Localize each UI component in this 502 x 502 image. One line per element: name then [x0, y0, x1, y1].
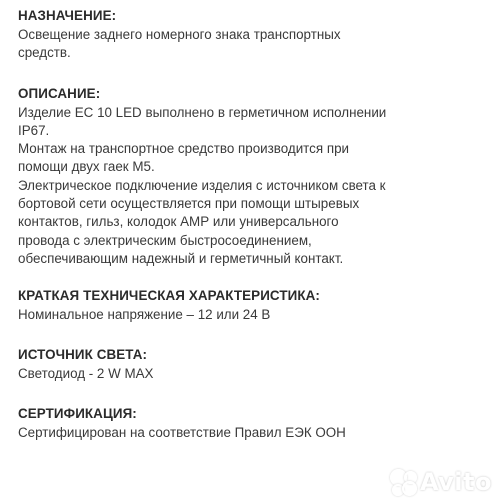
text-line: IP67. — [18, 122, 50, 138]
text-line: обеспечивающим надежный и герметичный контакт. — [18, 250, 344, 266]
section-light-source — [18, 345, 488, 383]
text-line: Монтаж на транспортное средство производится при — [18, 141, 349, 157]
text-line: помощи двух гаек М5. — [18, 159, 155, 175]
text-line: Освещение заднего номерного знака транспортных — [18, 27, 341, 42]
text-line: бортовой сети осуществляется при помощи штыревых — [18, 196, 360, 212]
text-line: контактов, гильз, колодок АМР или универсального — [18, 214, 339, 230]
section-text-purpose — [18, 26, 488, 63]
text-line: Изделие ЕС 10 LED выполнено в герметичном исполнении — [18, 104, 387, 120]
avito-watermark — [390, 468, 492, 496]
avito-logo-icon — [390, 469, 416, 495]
watermark-text: Avito — [419, 468, 492, 496]
text-line: Светодиод - 2 W MAX — [18, 365, 154, 381]
section-certification — [18, 404, 488, 442]
section-heading-light-source: ИСТОЧНИК СВЕТА: — [18, 346, 148, 362]
text-line: средств. — [18, 45, 71, 61]
section-text-light-source — [18, 365, 488, 383]
text-line: Электрическое подключение изделия с источником света к — [18, 177, 386, 193]
section-text-description — [18, 104, 488, 269]
text-line: провода с электрическим быстросоединением, — [18, 232, 312, 248]
text-line: Сертифицирован на соответствие Правил ЕЭК ООН — [18, 424, 346, 440]
section-heading-certification: СЕРТИФИКАЦИЯ: — [18, 405, 137, 421]
section-description — [18, 84, 488, 269]
section-text-certification — [18, 424, 488, 442]
section-purpose — [18, 6, 488, 63]
section-heading-description: ОПИСАНИЕ: — [18, 85, 101, 101]
section-heading-purpose: НАЗНАЧЕНИЕ: — [18, 8, 117, 23]
section-heading-specs: КРАТКАЯ ТЕХНИЧЕСКАЯ ХАРАКТЕРИСТИКА: — [18, 288, 320, 304]
section-specs — [18, 286, 488, 324]
section-text-specs — [18, 306, 488, 324]
product-description — [18, 6, 488, 442]
text-line: Номинальное напряжение – 12 или 24 В — [18, 307, 271, 323]
